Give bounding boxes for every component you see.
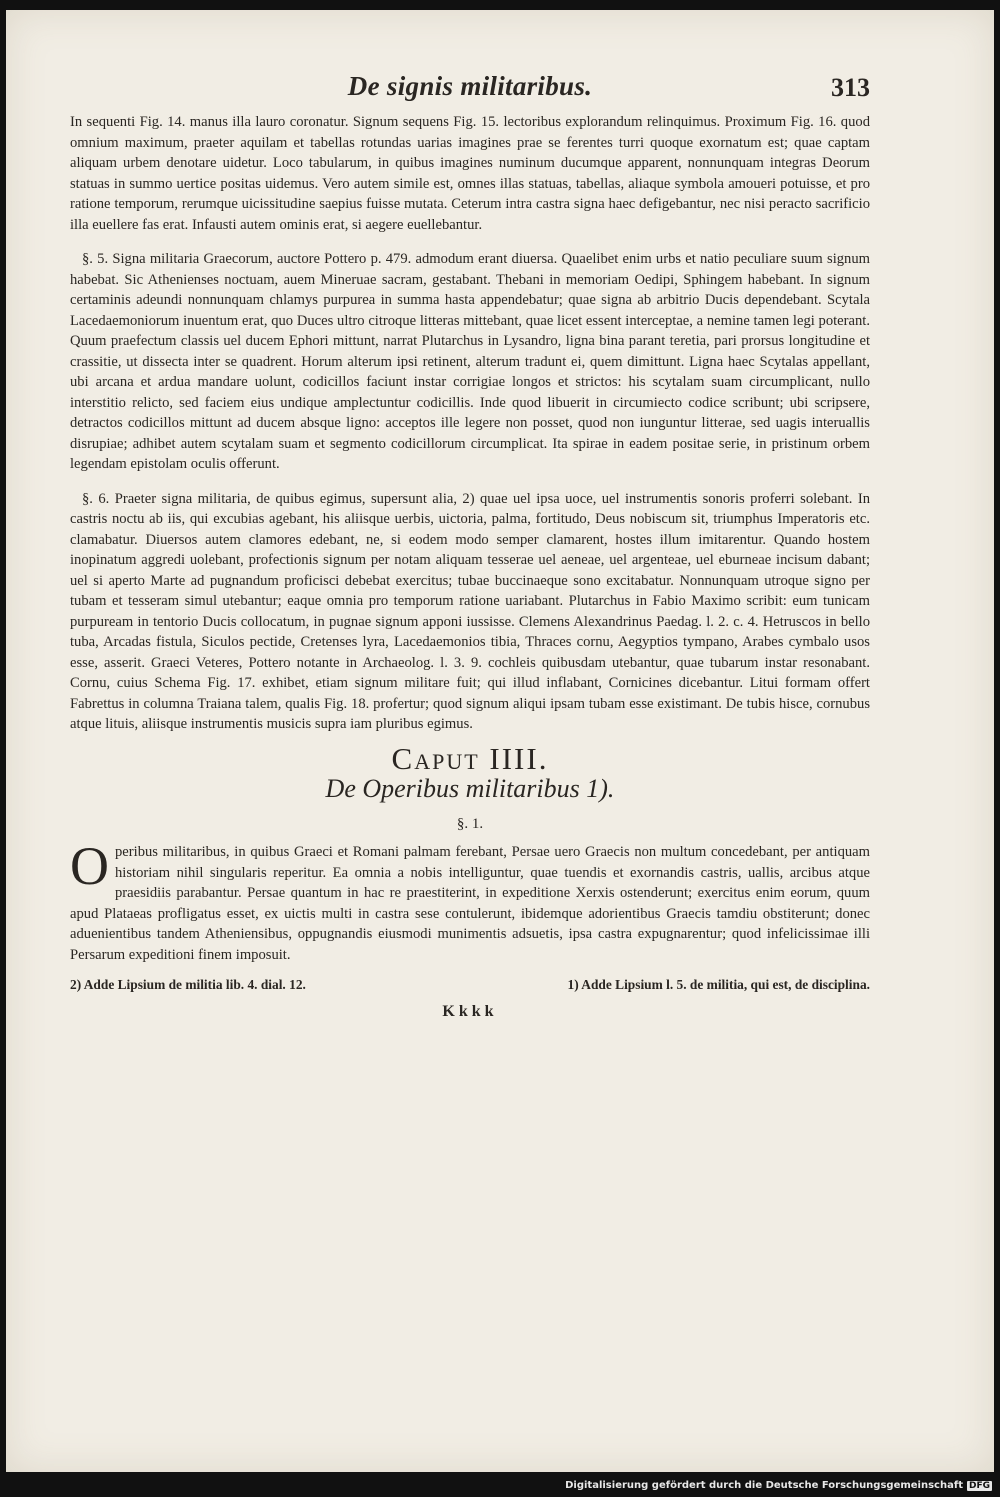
signature-mark: Kkkk — [442, 1002, 498, 1020]
footnote-left: 2) Adde Lipsium de militia lib. 4. dial. 12. — [70, 977, 306, 992]
chapter-paragraph — [70, 836, 870, 965]
footnotes — [70, 975, 870, 996]
running-title: De signis militaribus. — [347, 71, 593, 101]
paragraph-figures: In sequenti Fig. 14. manus illa lauro coronatur. Signum sequens Fig. 15. lectoribus explorandum relinquimus. Proximum Fig. 16. quod omnium maximum, praeter aquilam et tabellas rotundas uarias imagines prae se ferentes turri quoque exornatum est; quae captam aliquam urbem denotare uidetur. Loco tabularum, in quibus imagines numinum ducumque apparent, nonnunquam integras Deorum statuas in summo uertice positas uidemus. Vero autem simile est, omnes illas statuas, tabellas, aliaque symbola amoueri potuisse, et pro ratione temporum, rerumque uicissitudine saepius fuisse mutata. Ceterum intra castra signa haec defigebantur, nec nisi peracto sacrificio illa euellere fas erat. Infausti autem ominis erat, si aegere euellebantur. — [70, 114, 870, 233]
drop-cap: O — [70, 836, 109, 896]
paragraph-section-6: §. 6. Praeter signa militaria, de quibus egimus, supersunt alia, 2) quae uel ipsa uoce, uel instrumentis sonoris proferri solebant. In castris noctu ab iis, qui excubias agebant, his aliisque uerbis, uictoria, palma, fortitudo, Deus nobiscum sit, triumphus Imperatoris etc. clamabatur. Diuersos autem clamores edebant, ne, si eodem modo semper clamarent, hostes illum imitarentur. Quando hostem inopinatum aggredi uolebant, profectionis signum per notam aliquam tesserae uel aeneae, uel argenteae, uel eburneae incisum dabant; uel si aperto Marte ad pugnandum proficisci debebat exercitus; tubae buccinaeque sono excitabatur. Nonnunquam utroque signo per tubam et tesseram simul utebantur; eaque omnia pro temporum ratione uariabant. Plutarchus in Fabio Maximo scribit: eum tunicam purpuream in tentorio Ducis collocatum, in pugnae signum apponi iussisse. Clemens Alexandrinus Paedag. l. 2. c. 4. Hetruscos in bello tuba, Arcadas fistula, Siculos pectide, Cretenses lyra, Lacedaemonios tibia, Thraces cornu, Aegyptios tympano, Arabes cymbalo usos esse, asserit. Graeci Veteres, Pottero notante in Archaeolog. l. 3. 9. cochleis quibusdam utebantur, quae tubarum instar resonabant. Cornu, cuius Schema Fig. 17. exhibet, etiam signum militare fuit; qui illud inflabant, Cornicines dicebantur. Litui formam offert Fabrettus in columna Traiana talem, qualis Fig. 18. profertur; quod signum aliqui ipsam tubam esse existimant. De tubis hisce, cornubus atque lituis, aliisque instrumentis musicis supra iam pluribus egimus. — [70, 490, 870, 732]
digitization-credit — [565, 1480, 992, 1491]
chapter-subtitle: De Operibus militaribus 1). — [325, 774, 615, 803]
paragraph-section-5: §. 5. Signa militaria Graecorum, auctore Pottero p. 479. admodum erant diuersa. Quaelibet enim urbs et natio peculiare suum signum habebat. Sic Athenienses noctuam, auem Mineruae sacram, gestabant. Thebani in memoriam Oedipi, Sphingem habebant. In signum certaminis adeundi nonnunquam chlamys purpurea in summa hasta appendebatur; quae signa ab arbitrio Ducis dependebant. Scytala Lacedaemoniorum inuentum erat, quo Duces ultro citroque litteras mittebant, quae licet essent interceptae, a nemine tamen legi poterant. Quum praefectum classis uel ducem Ephori mittunt, narrat Plutarchus in Lysandro, ligna bina parant teretia, pari prorsus longitudine et crassitie, ut dissecta inter se quadrent. Horum alterum ipsi retinent, alterum tradunt ei, quem dimittunt. Ligna haec Scytalas appellant, ubi arcana et ardua mandare uolunt, codicillos faciunt instar corrigiae longos et strictos: his scytalam suam circumplicant, nullo interstitio relicto, sed faciem eius undique amplectuntur codicillis. Inde quod libuerit in circumiecto codice scribunt; ubi scripsere, detractos codicillos mittunt ad ducem absque ligno: acceptos ille legere non posset, quod non iunguntur litterae, sed uagis interuallis disrupiae; adhibet autem scytalam suam et segmento codicillorum circumplicat. Ita spirae in eadem positae serie, in pristinum orbem legendam epistolam oculis offerunt. — [70, 251, 870, 472]
dfg-logo: DFG — [968, 1480, 990, 1491]
footnote-right: 1) Adde Lipsium l. 5. de militia, qui est, de disciplina. — [567, 977, 870, 992]
chapter-heading: Caput IIII. — [391, 740, 549, 776]
chapter-paragraph-text: peribus militaribus, in quibus Graeci et Romani palmam ferebant, Persae uero Graecis non multum concedebant, per antiquam historiam nihil singularis reperitur. Ea omnia a nobis intelliguntur, quae tuendis et exornandis castris, uallis, arcibus atque praesidiis parabantur. Persae quantum in hac re praestiterint, in expeditione Xerxis ostenderunt; exercitus enim eorum, quum apud Plataeas profligatus esset, ex uictis multi in castra sese contulerunt, ibidemque adorientibus Graecis tamdiu obstiterunt; donec aduenientibus tandem Atheniensibus, oppugnandis eiusmodi munimentis adsuetis, ipsa castra expugnarentur; quod infelicissimae illi Persarum expeditioni finem imposuit. — [70, 844, 870, 963]
section-mark: §. 1. — [456, 815, 484, 832]
credit-text: Digitalisierung gefördert durch die Deutsche Forschungsgemeinschaft — [565, 1480, 963, 1491]
page-header — [70, 71, 870, 112]
page-content — [70, 71, 870, 1022]
book-page — [6, 10, 994, 1472]
page-number: 313 — [831, 73, 870, 102]
